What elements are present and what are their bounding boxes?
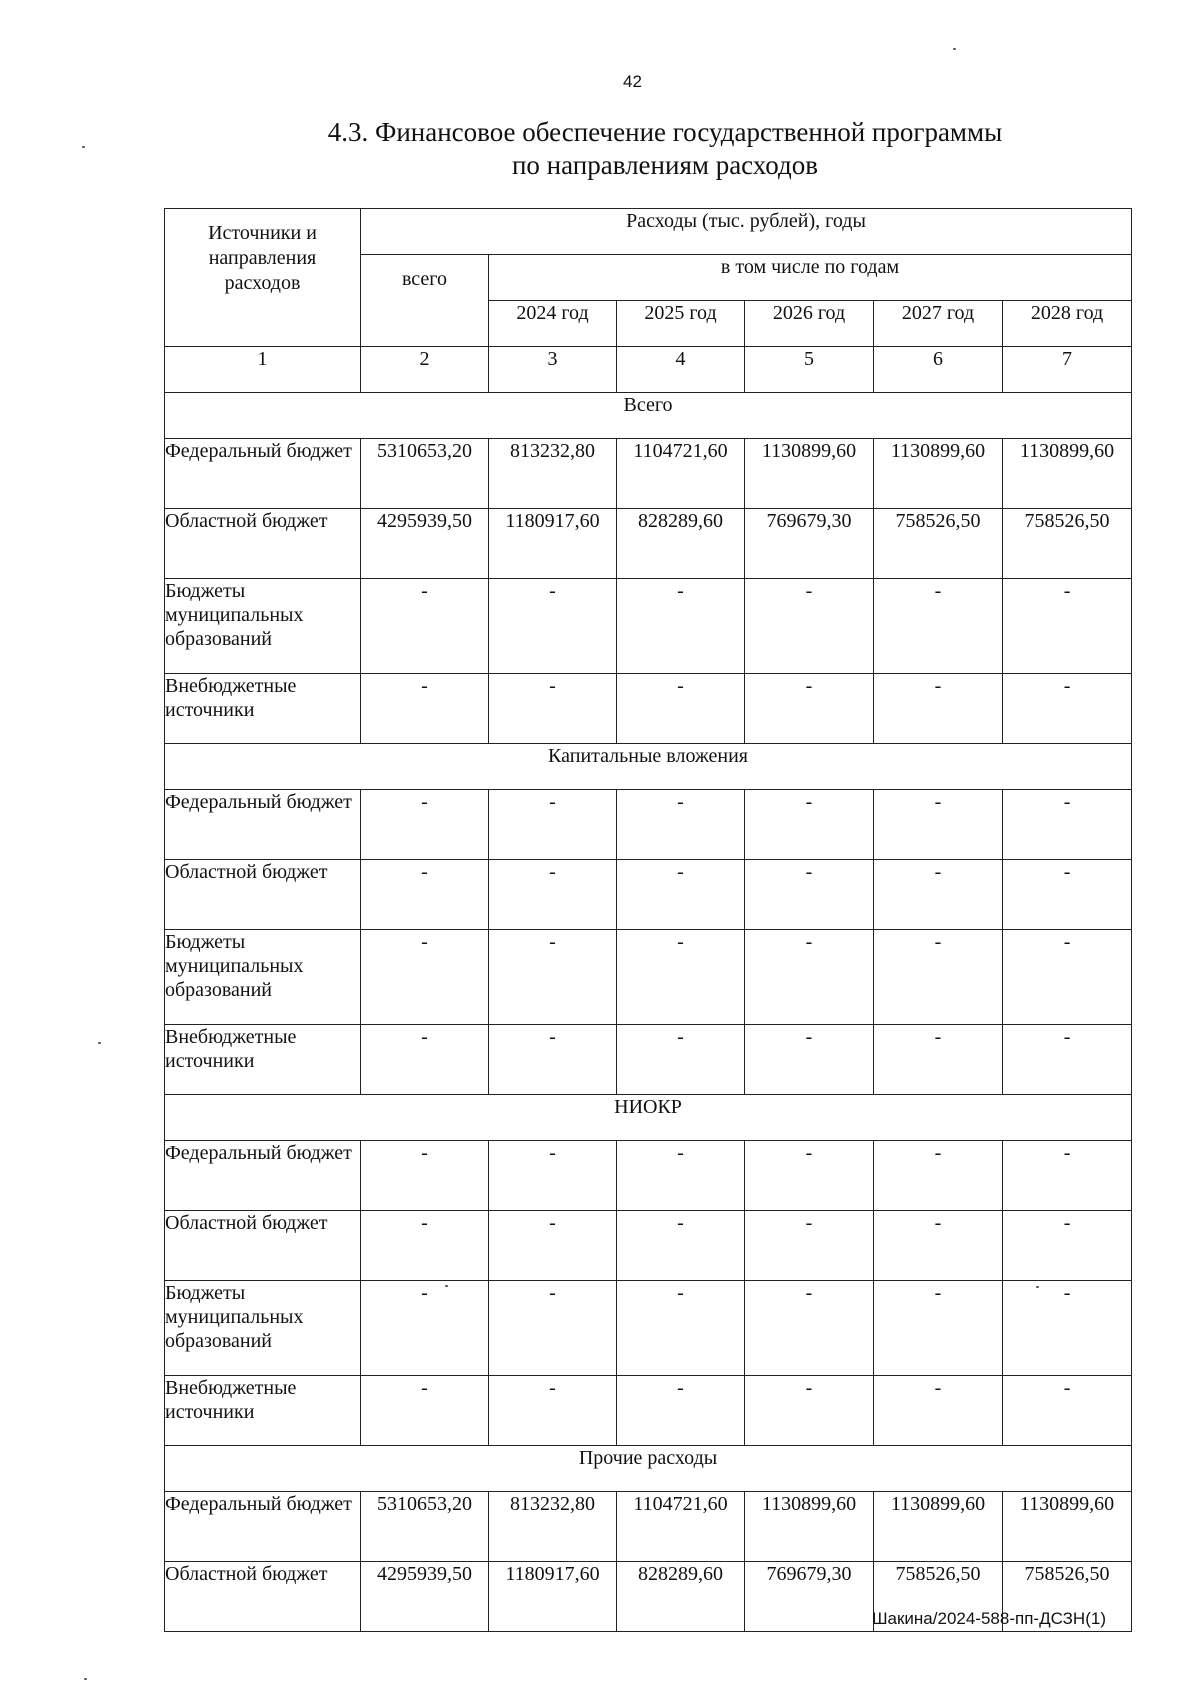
header-year-2027: 2027 год — [874, 301, 1003, 347]
value-cell: 1104721,60 — [617, 439, 745, 509]
header-year-2028: 2028 год — [1003, 301, 1132, 347]
section-row — [165, 1095, 1132, 1141]
row-label: Областной бюджет — [165, 1211, 361, 1281]
value-cell: - — [489, 1281, 617, 1376]
value-cell: - — [617, 790, 745, 860]
header-sources — [165, 209, 361, 347]
value-cell: 828289,60 — [617, 1562, 745, 1632]
value-cell: - — [745, 1281, 874, 1376]
value-cell: - — [1003, 1376, 1132, 1446]
value-cell: 758526,50 — [1003, 509, 1132, 579]
value-cell: - — [745, 790, 874, 860]
value-cell: - — [874, 1376, 1003, 1446]
value-cell: - — [617, 1211, 745, 1281]
value-cell: 5310653,20 — [361, 439, 489, 509]
col-number: 5 — [745, 347, 874, 393]
value-cell: 1180917,60 — [489, 509, 617, 579]
value-cell: - — [361, 1376, 489, 1446]
scan-speck — [445, 1285, 448, 1287]
value-cell: 758526,50 — [1003, 1562, 1132, 1632]
value-cell: - — [361, 1025, 489, 1095]
document-footer: Шакина/2024-588-пп-ДСЗН(1) — [871, 1609, 1106, 1628]
row-label: Федеральный бюджет — [165, 790, 361, 860]
value-cell: - — [874, 930, 1003, 1025]
scan-speck — [953, 48, 956, 50]
table-row — [165, 1281, 1132, 1376]
page-number: 42 — [623, 72, 642, 91]
col-number: 1 — [165, 347, 361, 393]
row-label: Бюджеты муниципальных образований — [165, 1281, 361, 1376]
value-cell: 758526,50 — [874, 1562, 1003, 1632]
table-row — [165, 860, 1132, 930]
value-cell: - — [745, 1376, 874, 1446]
row-label: Федеральный бюджет — [165, 1492, 361, 1562]
value-cell: 769679,30 — [745, 1562, 874, 1632]
row-label: Внебюджетные источники — [165, 674, 361, 744]
value-cell: - — [361, 674, 489, 744]
value-cell: 828289,60 — [617, 509, 745, 579]
value-cell: 1130899,60 — [874, 1492, 1003, 1562]
value-cell: - — [874, 1141, 1003, 1211]
value-cell: - — [1003, 860, 1132, 930]
section-row — [165, 1446, 1132, 1492]
page-title — [200, 116, 1130, 182]
value-cell: - — [1003, 1025, 1132, 1095]
value-cell: 1180917,60 — [489, 1562, 617, 1632]
value-cell: - — [361, 1211, 489, 1281]
row-label: Областной бюджет — [165, 1562, 361, 1632]
value-cell: - — [1003, 1141, 1132, 1211]
table-row — [165, 1025, 1132, 1095]
table-row — [165, 509, 1132, 579]
table-row — [165, 1141, 1132, 1211]
scan-speck — [98, 1042, 101, 1044]
scan-speck — [82, 146, 85, 148]
table-row — [165, 1211, 1132, 1281]
value-cell: - — [489, 1376, 617, 1446]
value-cell: - — [745, 674, 874, 744]
value-cell: - — [361, 930, 489, 1025]
value-cell: - — [361, 790, 489, 860]
row-label: Внебюджетные источники — [165, 1376, 361, 1446]
value-cell: 758526,50 — [874, 509, 1003, 579]
value-cell: - — [874, 860, 1003, 930]
value-cell: 4295939,50 — [361, 1562, 489, 1632]
header-year-2026: 2026 год — [745, 301, 874, 347]
header-year-2025: 2025 год — [617, 301, 745, 347]
value-cell: - — [745, 1141, 874, 1211]
value-cell: - — [617, 1025, 745, 1095]
value-cell: - — [361, 1141, 489, 1211]
row-label: Областной бюджет — [165, 509, 361, 579]
row-label: Федеральный бюджет — [165, 1141, 361, 1211]
value-cell: 813232,80 — [489, 439, 617, 509]
value-cell: - — [617, 579, 745, 674]
section-title: Всего — [165, 393, 1132, 439]
col-number: 2 — [361, 347, 489, 393]
value-cell: 1104721,60 — [617, 1492, 745, 1562]
row-label: Внебюджетные источники — [165, 1025, 361, 1095]
value-cell: 4295939,50 — [361, 509, 489, 579]
section-row — [165, 393, 1132, 439]
table-row — [165, 930, 1132, 1025]
value-cell: - — [874, 1211, 1003, 1281]
value-cell: - — [874, 1025, 1003, 1095]
value-cell: - — [1003, 1211, 1132, 1281]
value-cell: - — [1003, 579, 1132, 674]
col-number: 7 — [1003, 347, 1132, 393]
value-cell: - — [617, 1141, 745, 1211]
value-cell: - — [1003, 1281, 1132, 1376]
value-cell: 813232,80 — [489, 1492, 617, 1562]
value-cell: - — [745, 860, 874, 930]
value-cell: - — [874, 1281, 1003, 1376]
table-row — [165, 579, 1132, 674]
section-row — [165, 744, 1132, 790]
title-line-1: 4.3. Финансовое обеспечение государственной программы — [327, 117, 1003, 147]
value-cell: - — [489, 930, 617, 1025]
header-total — [361, 255, 489, 347]
value-cell: - — [617, 1281, 745, 1376]
value-cell: - — [489, 1211, 617, 1281]
value-cell: - — [1003, 674, 1132, 744]
header-total-text: всего — [401, 268, 448, 290]
header-sources-text: Источники и направления расходов — [208, 222, 317, 294]
value-cell: - — [361, 860, 489, 930]
value-cell: 1130899,60 — [745, 1492, 874, 1562]
scan-speck — [1036, 1286, 1039, 1288]
value-cell: - — [745, 1211, 874, 1281]
value-cell: - — [745, 930, 874, 1025]
value-cell: - — [1003, 790, 1132, 860]
value-cell: 5310653,20 — [361, 1492, 489, 1562]
section-title: Прочие расходы — [165, 1446, 1132, 1492]
table-row — [165, 790, 1132, 860]
financing-table — [164, 208, 1132, 1632]
table-row — [165, 1376, 1132, 1446]
col-number: 3 — [489, 347, 617, 393]
value-cell: 1130899,60 — [874, 439, 1003, 509]
value-cell: - — [874, 790, 1003, 860]
value-cell: - — [1003, 930, 1132, 1025]
value-cell: - — [489, 790, 617, 860]
value-cell: 1130899,60 — [1003, 1492, 1132, 1562]
column-number-row — [165, 347, 1132, 393]
scan-speck — [84, 1678, 87, 1680]
value-cell: 1130899,60 — [745, 439, 874, 509]
value-cell: 1130899,60 — [1003, 439, 1132, 509]
value-cell: - — [874, 579, 1003, 674]
value-cell: - — [489, 860, 617, 930]
header-expenses: Расходы (тыс. рублей), годы — [361, 209, 1132, 255]
title-line-2: по направлениям расходов — [511, 150, 818, 180]
value-cell: - — [489, 674, 617, 744]
value-cell: - — [489, 1025, 617, 1095]
value-cell: - — [617, 1376, 745, 1446]
header-year-2024: 2024 год — [489, 301, 617, 347]
value-cell: - — [617, 860, 745, 930]
table-row — [165, 1492, 1132, 1562]
section-title: НИОКР — [165, 1095, 1132, 1141]
header-by-years: в том числе по годам — [489, 255, 1132, 301]
value-cell: - — [489, 1141, 617, 1211]
value-cell: - — [617, 930, 745, 1025]
table-row — [165, 439, 1132, 509]
value-cell: - — [874, 674, 1003, 744]
value-cell: - — [361, 579, 489, 674]
row-label: Бюджеты муниципальных образований — [165, 579, 361, 674]
value-cell: - — [745, 1025, 874, 1095]
value-cell: - — [617, 674, 745, 744]
value-cell: - — [361, 1281, 489, 1376]
value-cell: - — [489, 579, 617, 674]
section-title: Капитальные вложения — [165, 744, 1132, 790]
col-number: 4 — [617, 347, 745, 393]
row-label: Федеральный бюджет — [165, 439, 361, 509]
value-cell: - — [745, 579, 874, 674]
table-row — [165, 674, 1132, 744]
row-label: Бюджеты муниципальных образований — [165, 930, 361, 1025]
row-label: Областной бюджет — [165, 860, 361, 930]
col-number: 6 — [874, 347, 1003, 393]
value-cell: 769679,30 — [745, 509, 874, 579]
